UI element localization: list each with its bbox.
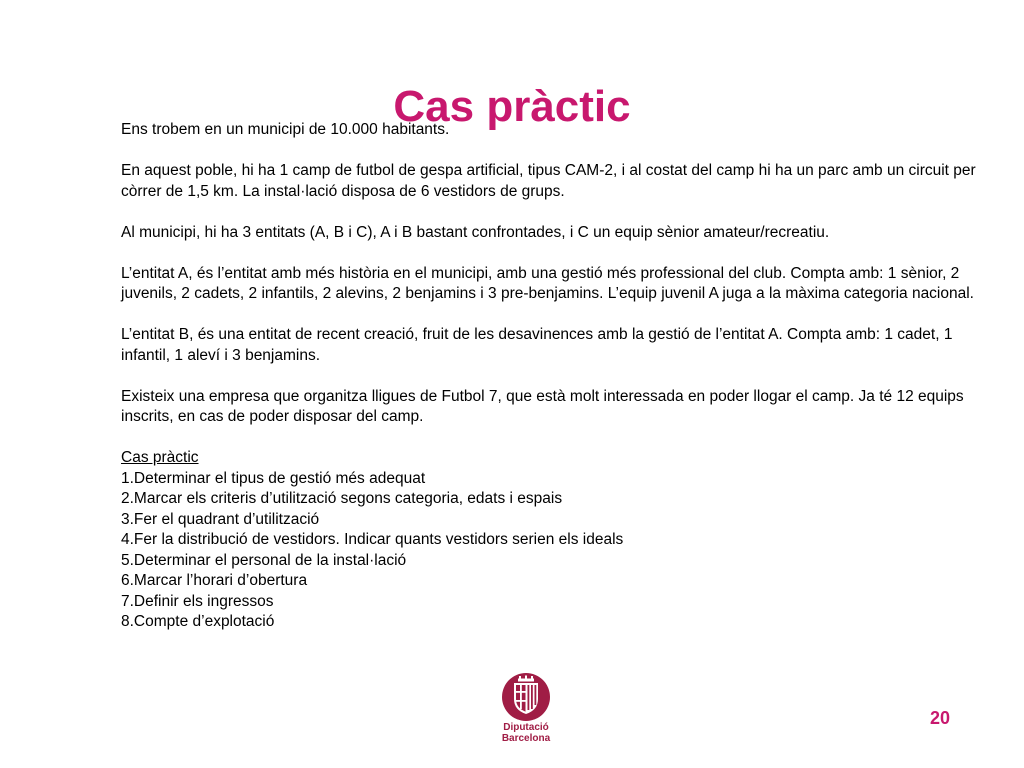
spacer — [121, 141, 991, 162]
spacer — [121, 305, 991, 326]
logo-text-line1: Diputació — [503, 722, 549, 733]
paragraph-entities: Al municipi, hi ha 3 entitats (A, B i C), A i B bastant confrontades, i C un equip sènior amateur/recreatiu. — [121, 223, 830, 241]
paragraph-entity-a: L’entitat A, és l’entitat amb més història en el municipi, amb una gestió més professional del club. Compta amb: 1 sènior, 2 juvenils, 2 cadets, 2 infantils, 2 alevins, 2 benjamins i 3 pre-benjamins. L’equip juvenil A juga a la màxima categoria nacional. — [121, 264, 974, 302]
paragraph-intro: Ens trobem en un municipi de 10.000 habitants. — [121, 121, 450, 138]
spacer — [121, 243, 991, 264]
page-number: 20 — [930, 708, 951, 728]
task-item: 1.Determinar el tipus de gestió més adequat — [121, 469, 426, 487]
task-item: 2.Marcar els criteris d’utilització segons categoria, edats i espais — [121, 490, 563, 507]
paragraph-company: Existeix una empresa que organitza lligues de Futbol 7, que està molt interessada en poder llogar el camp. Ja té 12 equips inscrits, en cas de poder disposar del camp. — [121, 387, 964, 425]
coat-of-arms-icon — [501, 672, 551, 722]
task-item: 6.Marcar l’horari d’obertura — [121, 572, 308, 589]
slide-title: Cas pràctic — [393, 82, 631, 132]
slide-body — [121, 120, 991, 633]
task-item: 3.Fer el quadrant d’utilització — [121, 510, 320, 528]
task-heading: Cas pràctic — [121, 449, 199, 466]
spacer — [121, 428, 991, 449]
diputacio-barcelona-logo — [490, 672, 562, 752]
spacer — [121, 366, 991, 387]
paragraph-entity-b: L’entitat B, és una entitat de recent creació, fruit de les desavinences amb la gestió de l’entitat A. Compta amb: 1 cadet, 1 infantil, 1 aleví i 3 benjamins. — [121, 326, 953, 364]
task-item: 4.Fer la distribució de vestidors. Indicar quants vestidors serien els ideals — [121, 531, 624, 548]
task-list — [121, 469, 991, 633]
paragraph-facilities: En aquest poble, hi ha 1 camp de futbol de gespa artificial, tipus CAM-2, i al costat del camp hi ha un parc amb un circuit per còrrer de 1,5 km. La instal·lació disposa de 6 vestidors de grups. — [121, 162, 976, 200]
logo-text-line2: Barcelona — [501, 733, 551, 744]
spacer — [121, 202, 991, 223]
task-item: 8.Compte d’explotació — [121, 613, 275, 630]
task-item: 7.Definir els ingressos — [121, 592, 274, 610]
task-item: 5.Determinar el personal de la instal·lació — [121, 551, 407, 569]
